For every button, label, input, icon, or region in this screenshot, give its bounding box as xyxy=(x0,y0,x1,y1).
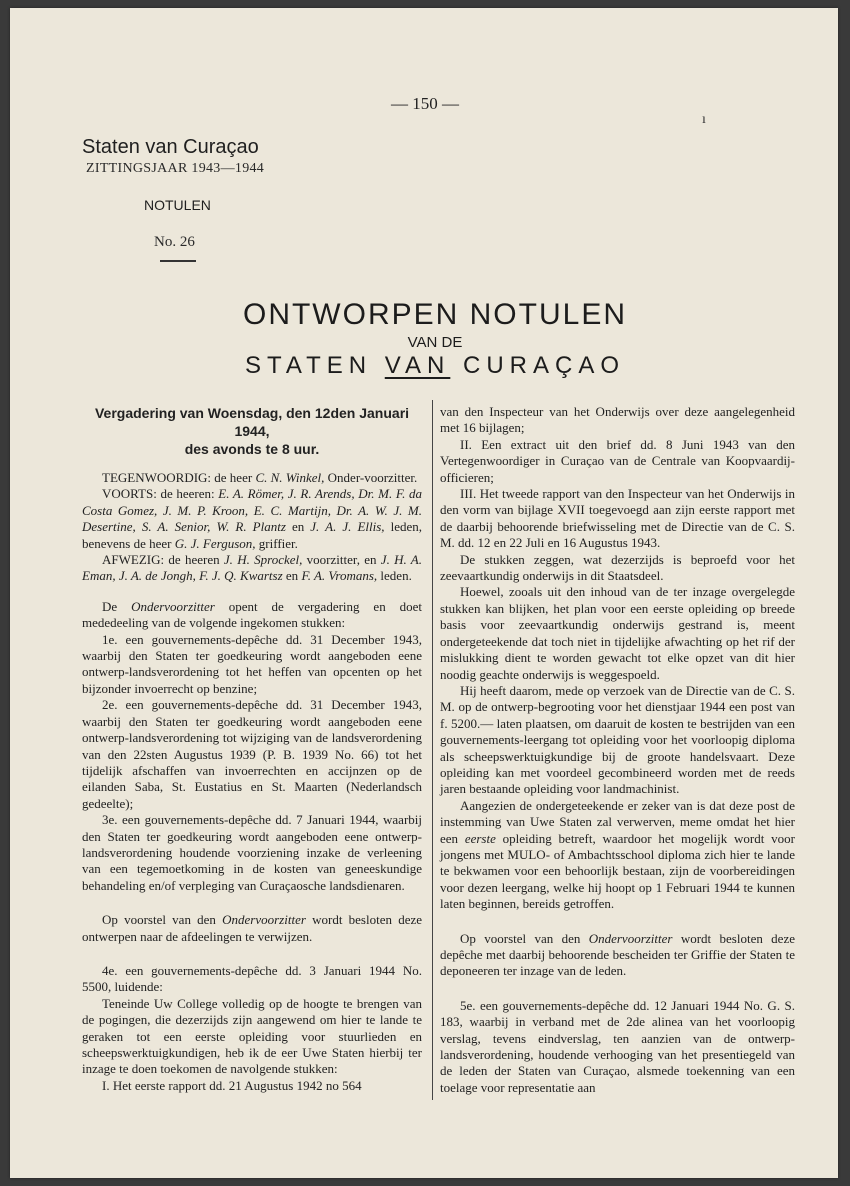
attendance-absent xyxy=(82,552,422,585)
opening-paragraph xyxy=(82,599,422,632)
name: J. H. Sprockel, xyxy=(223,552,303,568)
text: en xyxy=(282,568,302,584)
emphasis: eerste xyxy=(464,830,496,846)
name: C. N. Winkel, xyxy=(255,470,325,485)
meeting-line: Vergadering van Woensdag, den 12den Januari 1944, xyxy=(94,405,410,439)
title-part: STATEN xyxy=(244,352,385,379)
text: griffier. xyxy=(255,535,298,551)
text: opent de vergadering en doet mededeeling van de volgende ingekomen stukken: xyxy=(82,598,422,631)
decision-paragraph xyxy=(82,912,422,945)
attendance-present xyxy=(82,470,422,486)
left-column xyxy=(82,404,422,1094)
item-5: 5e. een gouvernements-depêche dd. 12 Januari 1944 No. G. S. 183, waarbij in verband met de 2de alinea van het voorloopig verslag, tevens eindverslag, ten aanzien van de ontwerp-landsverordening, houdende verhooging van het presentiegeld van de leden der Staten van Curaçao, alsmede toekenning van een toelage voor representatie aan xyxy=(440,997,795,1095)
name: G. J. Ferguson, xyxy=(174,535,256,551)
document-number: No. 26 xyxy=(154,234,195,250)
continuation: van den Inspecteur van het Onderwijs over deze aangelegenheid met 16 bijlagen; xyxy=(440,404,795,436)
text: voorzitter, en xyxy=(302,552,381,568)
item-ii: II. Een extract uit den brief dd. 8 Juni 1943 van den Vertegenwoordiger in Curaçao van de Centrale van Koopvaardij-officieren; xyxy=(440,436,795,485)
text: Op voorstel van den xyxy=(102,912,223,928)
title-underlined: VAN xyxy=(384,352,451,379)
name: Ondervoorzitter xyxy=(222,912,306,928)
session-year: ZITTINGSJAAR 1943—1944 xyxy=(86,161,265,176)
text: leden. xyxy=(377,568,412,584)
paragraph-1: De stukken zeggen, wat dezerzijds is beproefd voor het zeevaartkundig onderwijs in dit Staatsdeel. xyxy=(440,551,795,584)
title-part: CURAÇAO xyxy=(450,352,626,379)
text: AFWEZIG: de heeren xyxy=(102,552,224,568)
text: Op voorstel van den xyxy=(460,930,589,946)
text: Onder-voorzitter. xyxy=(324,470,418,485)
divider-rule xyxy=(160,260,196,262)
margin-mark: ı xyxy=(702,112,706,127)
meeting-line: des avonds te 8 uur. xyxy=(184,441,320,457)
item-3: 3e. een gouvernements-depêche dd. 7 Januari 1944, waarbij den Staten ter goedkeuring wordt aangeboden eene ontwerp-landsverordening houdende voorziening inzake de verleening van een tegemoetkoming in de kosten van geneeskundige behandeling en/of verpleging van Curaçaosche landsdienaren. xyxy=(82,812,422,893)
item-2: 2e. een gouvernements-depêche dd. 31 December 1943, waarbij den Staten ter goedkeuring wordt aangeboden eene ontwerp-landsverordening tot wijziging van de landsverordening van den 22sten Augustus 1939 (P. B. 1939 No. 66) tot het tijdelijk afschaffen van invoerrechten en accijnzen op de eilanden Saba, St. Eustatius en St. Maarten (Nederlandsch gedeelte); xyxy=(82,697,422,811)
text: VOORTS: de heeren: xyxy=(102,486,219,502)
name: F. A. Vromans, xyxy=(301,568,378,584)
attendance-also xyxy=(82,486,422,552)
name: E. A. Römer, J. R. Arends, Dr. M. F. da Costa Gomez, J. M. P. Kroon, E. C. Martijn, Dr. A. W. J. M. Desertine, S. A. Senior, W. R. Plantz xyxy=(82,486,422,535)
decision-paragraph-2 xyxy=(440,931,795,980)
title-subline: VAN DE xyxy=(407,334,463,351)
item-4-body: Teneinde Uw College volledig op de hoogte te brengen van de pogingen, die dezerzijds zijn aangewend om hier te lande te geraken tot een eerste opleiding voor stuurlieden en scheepswerktuigkundigen, heb ik de eer Uwe Staten hierbij ter inzage te doen toekomen de navolgende stukken: xyxy=(82,995,422,1077)
text: leden, benevens de heer xyxy=(82,519,422,551)
organization-name: Staten van Curaçao xyxy=(82,136,259,158)
name: Ondervoorzitter xyxy=(588,930,673,946)
text: Aangezien de ondergeteekende er zeker van is dat deze post de instemming van Uwe Staten zal verwerven, meme omdat het hier een xyxy=(440,797,795,846)
item-1: 1e. een gouvernements-depêche dd. 31 December 1943, waarbij den Staten ter goedkeuring wordt aangeboden eene ontwerp-landsverordening tot het heffen van opcenten op het bijzonder invoerrecht op benzine; xyxy=(82,631,422,696)
column-divider xyxy=(432,400,433,1100)
item-4: 4e. een gouvernements-depêche dd. 3 Januari 1944 No. 5500, luidende: xyxy=(82,962,422,995)
text: opleiding betreft, waardoor het mogelijk wordt voor jongens met MULO- of Ambachtsschool diploma zich hier te lande te bekwamen voor een behoorlijk bestaan, zijn de voorbereidingen voor dezen leergang, welke hij hoopt op 1 Februari 1944 te kunnen laten beginnen, bereids getroffen. xyxy=(440,830,795,912)
page-number: — 150 — xyxy=(391,94,459,113)
meeting-heading xyxy=(82,404,422,458)
text: wordt besloten deze depêche met daarbij behoorende bescheiden ter Griffie der Staten te deponeeren ter inzage van de leden. xyxy=(440,930,795,979)
name: J. H. A. Eman, J. A. de Jongh, F. J. Q. Kwartsz xyxy=(82,552,422,584)
text: De xyxy=(102,598,132,614)
item-4-i: I. Het eerste rapport dd. 21 Augustus 1942 no 564 xyxy=(102,1077,362,1093)
text: wordt besloten deze ontwerpen naar de afdeelingen te verwijzen. xyxy=(82,912,422,944)
name: J. A. J. Ellis, xyxy=(310,519,385,535)
paragraph-4 xyxy=(440,798,795,913)
name: Ondervoorzitter xyxy=(131,598,215,614)
item-iii: III. Het tweede rapport van den Inspecteur van het Onderwijs in den vorm van bijlage XVII toegevoegd aan zijn eerste rapport met de daarbij behoorende briefwisseling met de Directie van de C. S. M. dd. 12 en 22 Juli en 16 Augustus 1943. xyxy=(440,486,795,551)
title-body xyxy=(0,352,850,380)
main-title: ONTWORPEN NOTULEN xyxy=(242,298,627,331)
right-column xyxy=(440,404,795,1096)
paragraph-2: Hoewel, zooals uit den inhoud van de ter inzage overgelegde stukken kan blijken, het plan voor een eerste opleiding op breede basis voor zeevaartkundig onderwijs gestrand is, meent ondergeteekende dat toch niet in tijdelijke afwachting op het rif der mislukking dient te worden gewacht tot elke opzet van dit hier noodig geachte onderwijs is weggespoeld. xyxy=(440,584,795,682)
paragraph-3: Hij heeft daarom, mede op verzoek van de Directie van de C. S. M. op de ontwerp-begrooting voor het dienstjaar 1944 een post van f. 5200.— laten plaatsen, om daaruit de kosten te bestrijden van een gouvernements-leergang tot opleiding voor het voorloopig diploma als scheepswerktuigkundige bij de groote handelsvaart. Deze opleiding kan met voordeel gecombineerd worden met de reeds jaren bestaande opleiding voor landmachinist. xyxy=(440,682,795,797)
text: en xyxy=(285,519,311,535)
text: TEGENWOORDIG: de heer xyxy=(102,470,256,485)
section-label: NOTULEN xyxy=(144,197,211,213)
